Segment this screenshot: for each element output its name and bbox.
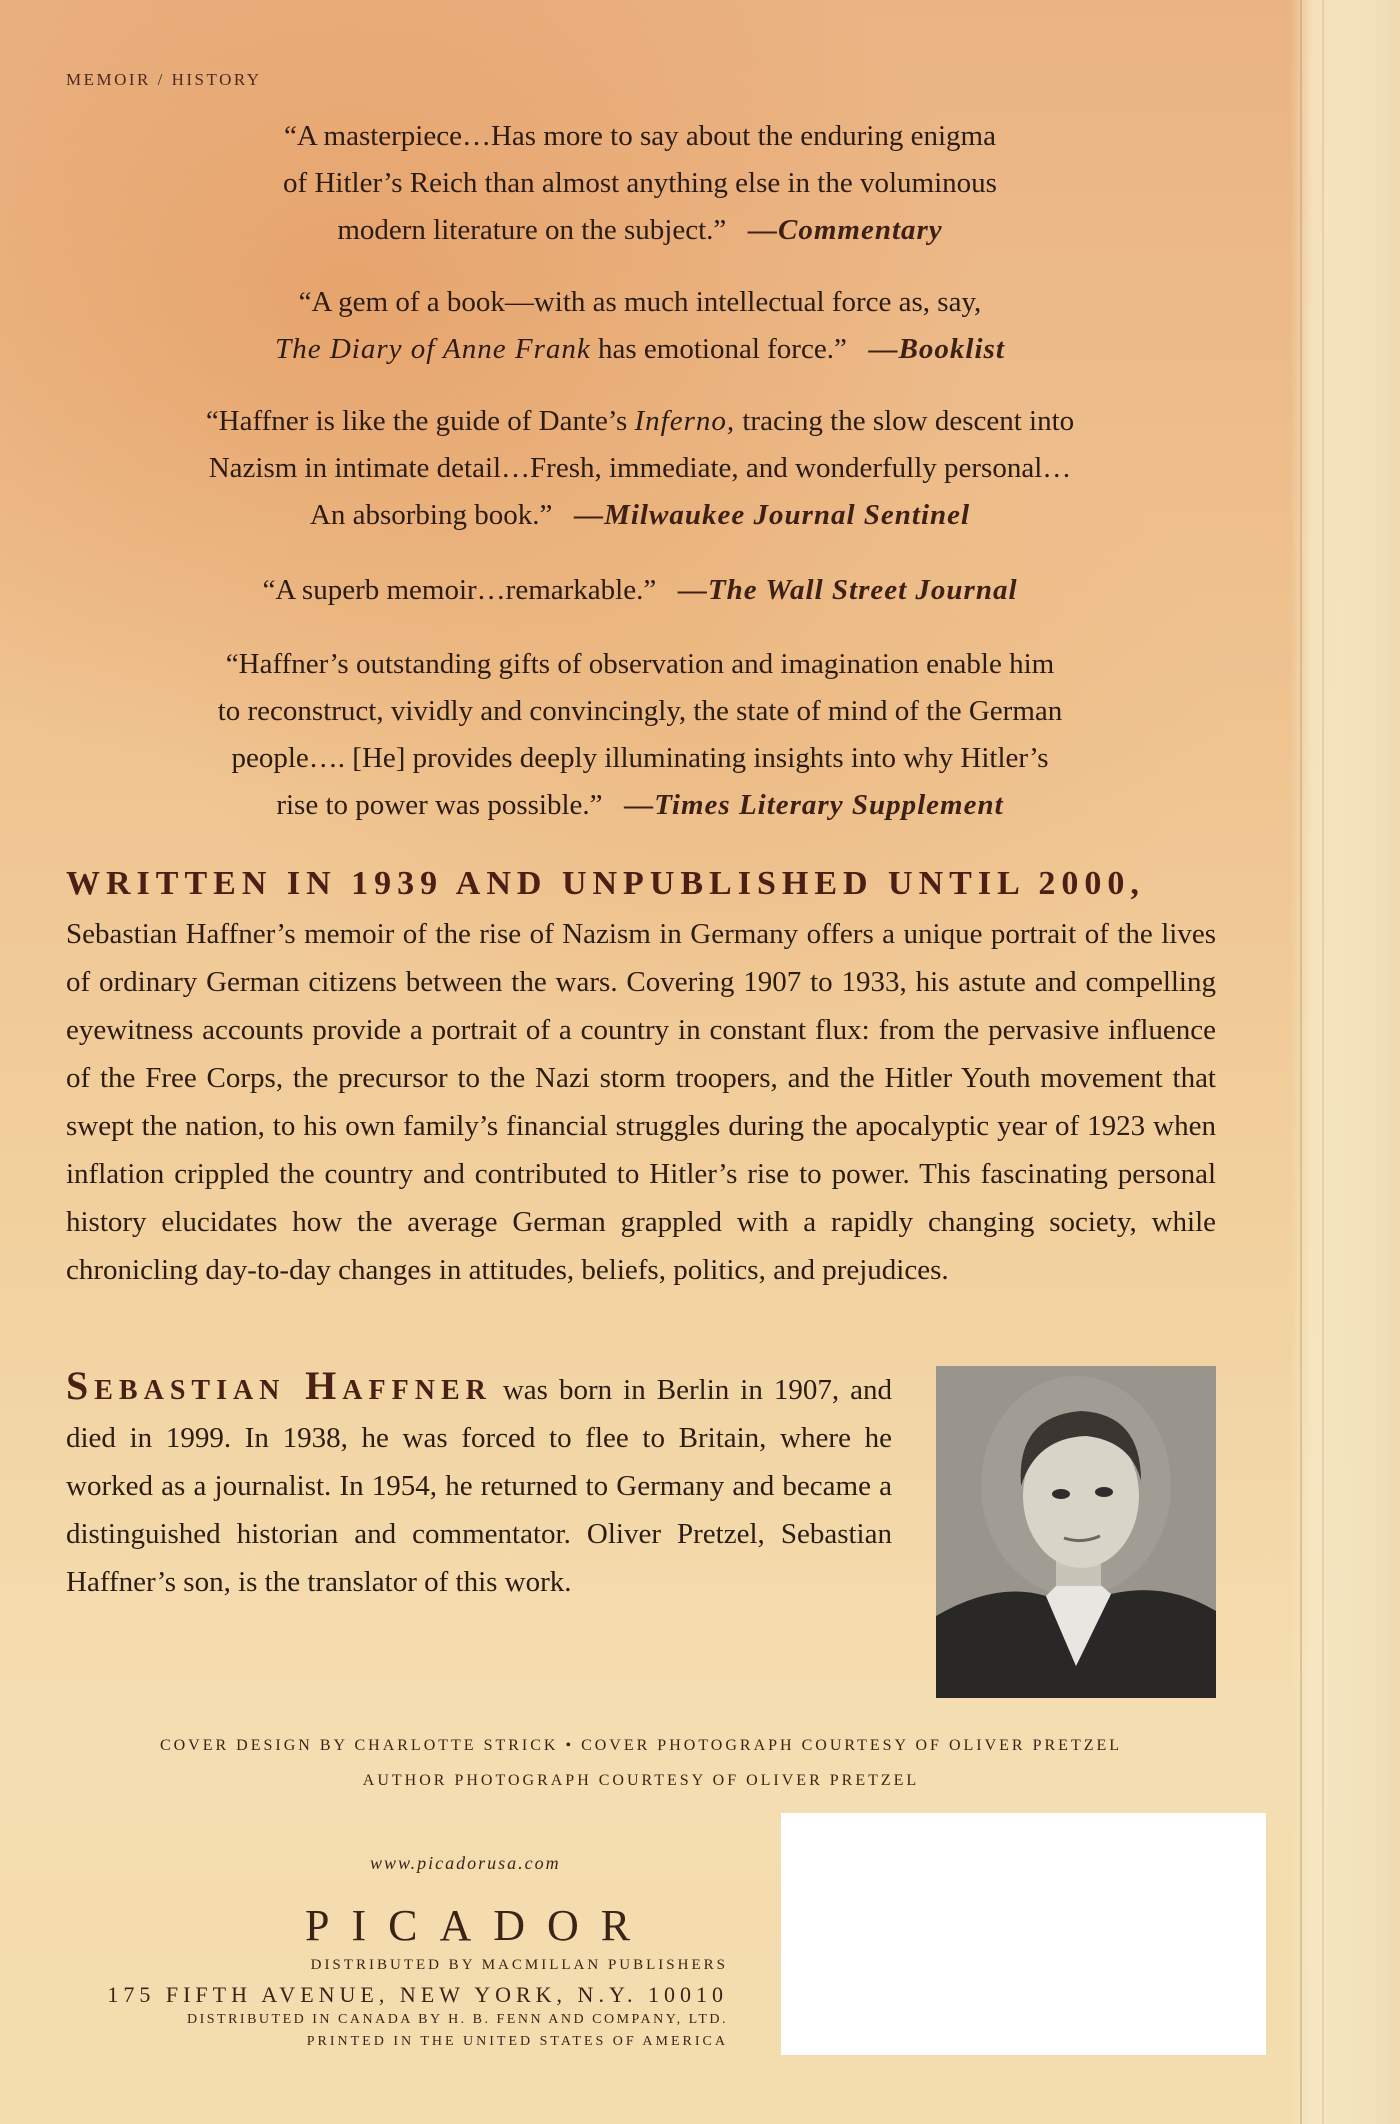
- distributor-line: DISTRIBUTED BY MACMILLAN PUBLISHERS: [310, 1957, 728, 1973]
- canada-distributor-line: DISTRIBUTED IN CANADA BY H. B. FENN AND COMPANY, LTD.: [186, 2012, 728, 2027]
- bio-text: was born in Berlin in 1907, and died in 1999. In 1938, he was forced to flee to Britain, where he worked as a journalist. In 1954, he returned to Germany and became a distinguished historian and commentator. Oliver Pretzel, Sebastian Haffner’s son, is the translator of this work.: [66, 1374, 893, 1598]
- printed-in-line: PRINTED IN THE UNITED STATES OF AMERICA: [306, 2034, 728, 2049]
- quote-line: [90, 567, 1190, 614]
- quote-source: —The Wall Street Journal: [677, 574, 1018, 606]
- author-name: Sebastian Haffner: [66, 1363, 492, 1408]
- author-photo-credit: AUTHOR PHOTOGRAPH COURTESY OF OLIVER PRETZEL: [362, 1772, 920, 1789]
- publisher-name: PICADOR: [305, 1901, 653, 1950]
- publisher-address: 175 FIFTH AVENUE, NEW YORK, N.Y. 10010: [107, 1982, 728, 2007]
- barcode-area: [781, 1813, 1266, 2055]
- quote-line: “A gem of a book—with as much intellectual force as, say,: [298, 286, 982, 318]
- description-text: Sebastian Haffner’s memoir of the rise of Nazism in Germany offers a unique portrait of the lives of ordinary German citizens between the wars. Covering 1907 to 1933, his astute and compelling eyewitness accounts provide a portrait of a country in constant flux: from the pervasive influence of the Free Corps, the precursor to the Nazi storm troopers, and the Hitler Youth movement that swept the nation, to his own family’s financial struggles during the apocalyptic year of 1923 when inflation crippled the country and contributed to Hitler’s rise to power. This fascinating personal history elucidates how the average German grappled with a rapidly changing society, while chronicling day-to-day changes in attitudes, beliefs, politics, and prejudices.: [66, 918, 1216, 1286]
- quote-line: [90, 492, 1190, 539]
- review-quote-tls: [90, 641, 1190, 829]
- review-quote-wsj: [90, 567, 1190, 614]
- review-quote-commentary: [90, 113, 1190, 254]
- author-portrait-image: [936, 1366, 1216, 1698]
- quote-line: “Haffner’s outstanding gifts of observation and imagination enable him: [225, 648, 1055, 680]
- book-title: Inferno,: [634, 405, 736, 437]
- book-title: The Diary of Anne Frank: [275, 333, 591, 365]
- book-description: [66, 858, 1216, 1294]
- quote-text: has emotional force.”: [590, 333, 847, 365]
- quote-text: tracing the slow descent into: [735, 405, 1075, 437]
- quote-line: people…. [He] provides deeply illuminating insights into why Hitler’s: [231, 742, 1049, 774]
- quote-line: [90, 207, 1190, 254]
- quote-line: [90, 326, 1190, 373]
- category-label: MEMOIR / HISTORY: [66, 70, 262, 89]
- quote-text: “Haffner is like the guide of Dante’s: [205, 405, 635, 437]
- review-quote-booklist: [90, 279, 1190, 373]
- author-photo: [936, 1366, 1216, 1698]
- quote-source: —Times Literary Supplement: [624, 789, 1004, 821]
- quote-line: [90, 782, 1190, 829]
- quote-text: rise to power was possible.”: [276, 789, 603, 821]
- quote-line: to reconstruct, vividly and convincingly, the state of mind of the German: [217, 695, 1063, 727]
- quote-text: An absorbing book.”: [309, 499, 553, 531]
- quote-text: “A superb memoir…remarkable.”: [262, 574, 657, 606]
- quote-line: “A masterpiece…Has more to say about the enduring enigma: [284, 120, 996, 152]
- author-bio: [66, 1362, 892, 1606]
- publisher-url: www.picadorusa.com: [370, 1853, 561, 1873]
- quote-source: —Commentary: [748, 214, 943, 246]
- description-heading: WRITTEN IN 1939 AND UNPUBLISHED UNTIL 2000,: [66, 865, 1145, 902]
- quote-source: —Milwaukee Journal Sentinel: [574, 499, 971, 531]
- quote-line: [90, 398, 1190, 445]
- quote-line: Nazism in intimate detail…Fresh, immediate, and wonderfully personal…: [208, 452, 1072, 484]
- quote-source: —Booklist: [868, 333, 1005, 365]
- review-quote-milwaukee: [90, 398, 1190, 539]
- quote-text: modern literature on the subject.”: [337, 214, 727, 246]
- quote-line: of Hitler’s Reich than almost anything else in the voluminous: [283, 167, 997, 199]
- cover-credits: COVER DESIGN BY CHARLOTTE STRICK • COVER PHOTOGRAPH COURTESY OF OLIVER PRETZEL: [159, 1737, 1123, 1754]
